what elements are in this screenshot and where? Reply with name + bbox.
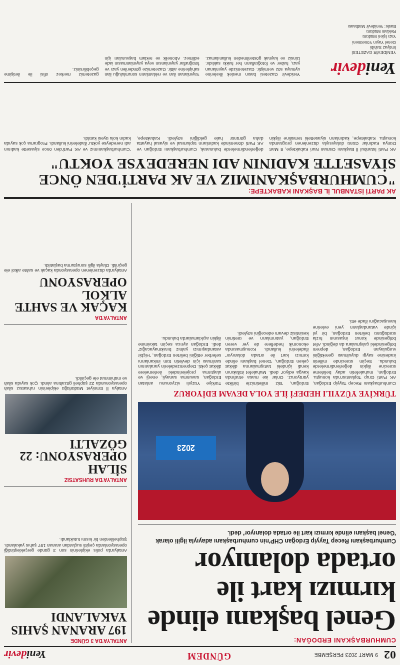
side-divider xyxy=(4,486,127,487)
side-kicker-2: ANTALYA'DA RUHSATSIZ xyxy=(64,476,127,482)
side-headline-3: KAÇAK VE SAHTE ALKOL OPERASYONU xyxy=(14,275,127,315)
speaker-face xyxy=(261,462,289,496)
bottom-body: AK Parti İstanbul İl Başkanı Osman Nuri Kabaktepe, 8 Mart Dünya Kadınlar Günü dolayısıyla düzenlenen programda konuştu. Kabaktepe, kadınların siyasetteki temsiline ilişkin değerlendirmelerde bulunarak, Cumhurbaşkanı Erdoğan ve AK Parti döneminde kadınların toplumsal ve siyasal hayatta daha görünür hale geldiğini söyledi. Kabaktepe, 'Cumhurbaşkanımız ve AK Parti'den önce siyasette kadının adı neredeyse yoktu' ifadelerini kullandı. Programa çok sayıda kadın kolu üyesi katıldı. xyxy=(4,135,396,152)
lead-headline: Genel başkanı elinde kırmızı kart ile ortada dolanıyor xyxy=(148,546,396,636)
side-headline-2: SİLAH OPERASYONU: 22 GÖZALTI xyxy=(19,437,127,476)
side-body-1: Antalya'da polis ekiplerinin son 3 günde gerçekleştirdiği operasyonlarda çeşitli suçlardan aranan 197 şahıs yakalandı. Şüphelilerden bir kısmı tutuklandı. xyxy=(4,537,127,553)
side-kicker-3: ANTALYA'DA xyxy=(94,314,127,321)
side-photo-1 xyxy=(5,556,127,608)
footer xyxy=(4,3,396,83)
side-divider xyxy=(4,325,127,326)
lead-body-columns xyxy=(138,208,396,386)
publication-date: 9 MART 2023 PERŞEMBE xyxy=(314,651,378,658)
colophon: YENİDEVİR GAZETESİ İmtiyaz Sahibi Genel Yayın Yönetmeni Yazı İşleri Müdürü Reklam Müdürü Baskı: Yenidevir Matbaası xyxy=(347,23,396,55)
photo-sign: 2023 xyxy=(156,436,216,460)
lead-body-col-2: Erdoğan, 'Biz milletimizle birlikte yürüyoruz. Onlar ise masa etrafında kavga ediyor' dedi. Muhalefet ittifakının kendi içindeki tartışmalarına dikkat çeken Erdoğan, 'Genel başkanı elinde kırmızı kart ile ortada dolanıyor' ifadelerini kullandı. Konuşmasında ekonomik hedeflere de yer veren Erdoğan, yatırımların ve üretimin kesintisiz devam edeceğini söyledi. xyxy=(225,330,309,386)
side-kicker-1: ANTALYA'DA 3 GÜNDE xyxy=(70,637,127,643)
bottom-kicker: AK PARTİ İSTANBUL İL BAŞKANI KABAKTEPE: xyxy=(248,187,396,194)
side-body-2: Antalya İl Emniyet Müdürlüğü ekiplerinin ruhsatsız silah operasyonunda 22 şüpheli gözaltına alındı. Çok sayıda silah ve mühimmat ele geçirildi. xyxy=(4,375,127,392)
bottom-headline: "CUMHURBAŞKANIMIZ VE AK PARTİ'DEN ÖNCE SİYASETTE KADININ ADI NEREDEYSE YOKTU" xyxy=(38,155,396,187)
bottom-article xyxy=(4,87,396,199)
lead-kicker: CUMHURBAŞKANI ERDOĞAN: xyxy=(293,636,396,643)
lead-article xyxy=(138,203,396,643)
footer-body: Yenidevir Gazetesi basın meslek ilkelerine uymaya söz vermiştir. Gazetemizde yayınlanan yazı, haber ve fotoğrafların her hakkı saklıdır. İzinsiz ve kaynak gösterilmeden kullanılamaz. Yayınlanan ilan ve reklamların sorumluluğu ilan sahiplerine aittir. Gazetemize gönderilen yazı ve fotoğraflar yayınlansın veya yayınlanmasın iade edilmez. Abonelik ve reklam başvuruları için gazetemiz merkez ofisi ile iletişime geçebilirsiniz. xyxy=(4,55,300,77)
footer-logo: Yenidevir xyxy=(330,59,396,78)
lead-body-col-3: Türkiye Yüzyılı vizyonunu anlatan Erdoğan, savunma sanayii, enerji ve ulaştırma projelerindeki ilerlemelere dikkat çekti. Depremzedelerin yaralarının sarılması için devletin tüm imkanlarını seferber ettiğini belirten Erdoğan, 'Hiçbir vatandaşımızı yalnız bırakmayacağız' dedi. Erdoğan ayrıca seçim takvimine ilişkin açıklamalarda bulundu. xyxy=(138,336,222,386)
lead-deck: Cumhurbaşkanı Recep Tayyip Erdoğan CHP'nin cumhurbaşkanı adayıyla ilgili olarak 'Genel başkanı elinde kırmızı kart ile ortada dolanıyor' dedi. xyxy=(138,524,396,543)
side-column xyxy=(4,203,132,643)
running-header xyxy=(4,646,396,662)
section-name: GÜNDEM xyxy=(187,651,231,661)
lead-photo xyxy=(138,402,396,520)
lead-body-col-1: Cumhurbaşkanı Recep Tayyip Erdoğan, AK Parti Grup Toplantısı'nda konuştu. Erdoğan, muhalefetin aday belirleme sürecine ilişkin değerlendirmelerde bulundu. Seçim sürecinde milletin iradesine saygı duyulması gerektiğini vurgulayan Erdoğan, deprem bölgesindeki çalışmalara da değindi. Afet bölgesinde konut inşasının hızla sürdüğünü belirten Erdoğan, bir yıl içinde vatandaşların yeni evlerine kavuşacağını ifade etti. xyxy=(312,319,396,386)
side-headline-1: 197 ARANAN ŞAHIS YAKALANDI xyxy=(11,610,127,637)
footer-logo-box xyxy=(306,3,396,82)
masthead-logo: Yenidevir xyxy=(4,648,47,661)
page-number: 02 xyxy=(384,648,396,662)
side-body-3: Antalya'da düzenlenen operasyonda kaçak ve sahte alkol ele geçirildi. Olayla ilgili soruşturma başlatıldı. xyxy=(4,262,127,273)
side-photo-2 xyxy=(5,395,127,435)
pull-quote: TÜRKİYE YÜZYILI HEDEFİ İLE YOLA DEVAM EDİYORUZ xyxy=(173,389,396,398)
